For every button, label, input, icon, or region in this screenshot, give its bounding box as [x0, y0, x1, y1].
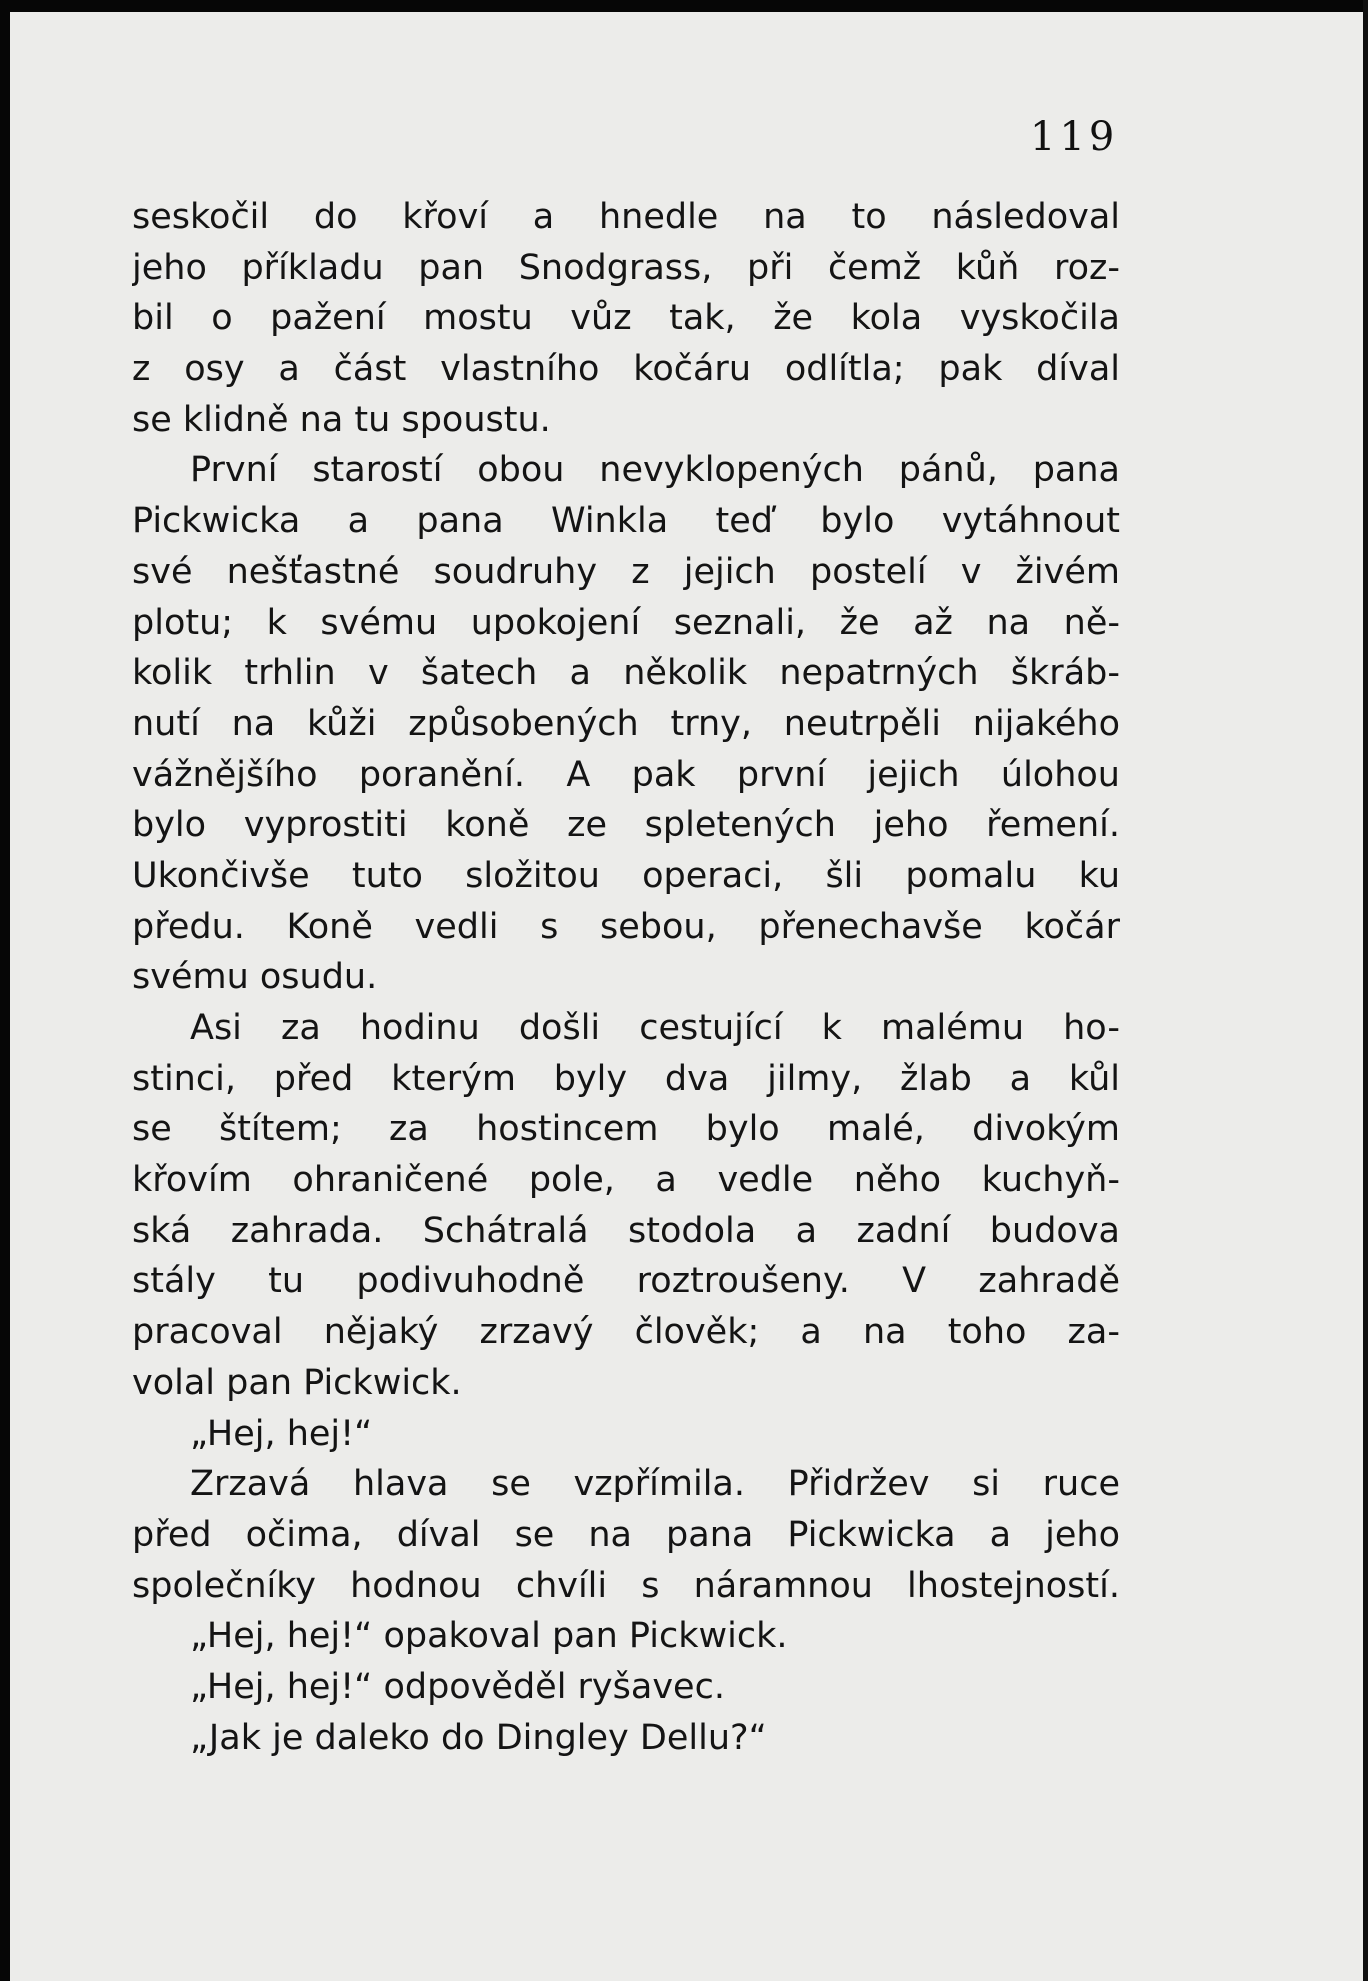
text-line: z osy a část vlastního kočáru odlítla; pak díval: [132, 349, 1120, 390]
dialogue-line: „Jak je daleko do Dingley Dellu?“: [190, 1717, 767, 1758]
text-line: bylo vyprostiti koně ze spletených jeho řemení.: [132, 805, 1120, 846]
page-number: 119: [1030, 114, 1119, 160]
text-line: společníky hodnou chvíli s náramnou lhostejností.: [132, 1565, 1120, 1606]
text-line: své nešťastné soudruhy z jejich postelí v živém: [132, 551, 1120, 592]
dialogue-line: „Hej, hej!“ odpověděl ryšavec.: [190, 1666, 725, 1707]
text-line: kolik trhlin v šatech a několik nepatrných škráb-: [132, 653, 1120, 694]
paragraph-start-line: Asi za hodinu došli cestující k malému ho-: [190, 1008, 1120, 1048]
text-line: seskočil do křoví a hnedle na to následoval: [132, 197, 1120, 237]
text-line: Pickwicka a pana Winkla teď bylo vytáhnout: [132, 501, 1120, 542]
paragraph-start-line: Zrzavá hlava se vzpřímila. Přidržev si ruce: [190, 1464, 1120, 1505]
text-line: svému osudu.: [132, 957, 378, 998]
text-line: bil o pažení mostu vůz tak, že kola vyskočila: [132, 298, 1120, 339]
text-line: stinci, před kterým byly dva jilmy, žlab a kůl: [132, 1058, 1120, 1099]
text-line: volal pan Pickwick.: [132, 1362, 462, 1403]
body-text: [132, 192, 1120, 1763]
scan-border-right: [1363, 0, 1368, 1981]
scan-border-top: [0, 0, 1368, 12]
text-line: před očima, díval se na pana Pickwicka a jeho: [132, 1514, 1120, 1555]
dialogue-line: „Hej, hej!“: [190, 1413, 373, 1454]
text-line: stály tu podivuhodně roztroušeny. V zahradě: [132, 1261, 1120, 1302]
text-line: předu. Koně vedli s sebou, přenechavše kočár: [132, 906, 1120, 947]
text-line: pracoval nějaký zrzavý člověk; a na toho za-: [132, 1312, 1120, 1353]
text-line: vážnějšího poranění. A pak první jejich úlohou: [132, 754, 1120, 795]
text-line: křovím ohraničené pole, a vedle něho kuchyň-: [132, 1160, 1120, 1201]
text-line: se štítem; za hostincem bylo malé, divokým: [132, 1109, 1120, 1150]
text-line: Ukončivše tuto složitou operaci, šli pomalu ku: [132, 855, 1120, 896]
text-line: plotu; k svému upokojení seznali, že až na ně-: [132, 602, 1120, 643]
text-line: nutí na kůži způsobených trny, neutrpěli nijakého: [132, 703, 1120, 744]
paragraph-start-line: První starostí obou nevyklopených pánů, pana: [190, 450, 1120, 491]
text-line: ská zahrada. Schátralá stodola a zadní budova: [132, 1210, 1120, 1251]
text-line: jeho příkladu pan Snodgrass, při čemž kůň roz-: [132, 247, 1120, 288]
text-line: se klidně na tu spoustu.: [132, 399, 551, 440]
scan-border-left: [0, 0, 10, 1981]
dialogue-line: „Hej, hej!“ opakoval pan Pickwick.: [190, 1616, 788, 1657]
